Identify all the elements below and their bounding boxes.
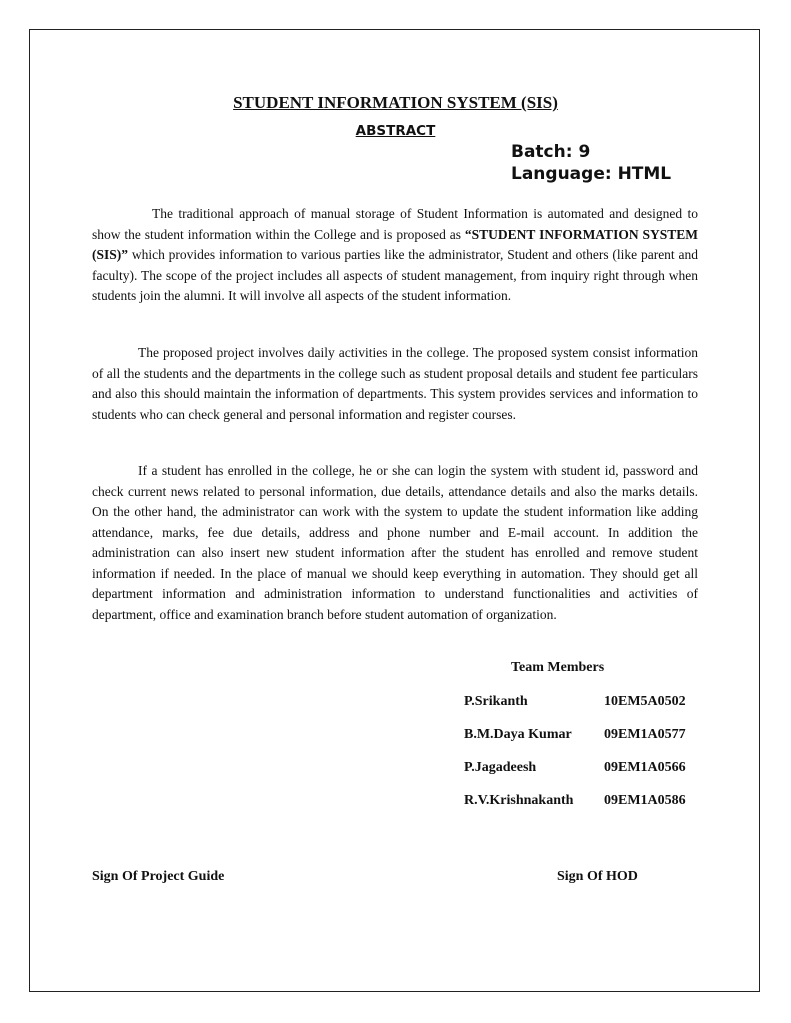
abstract-paragraph-3: If a student has enrolled in the college, he or she can login the system with student id, password and check current news related to personal information, due details, attendance details and also the marks details. On the other hand, the administrator can work with the system to update the student information like adding attendance, marks, fee due details, address and phone number and E-mail account. In addition the administration can also insert new student information after the student has enrolled and remove student information if needed. In the place of manual we should keep everything in automation. They should get all department information and administration information to understand functionalities and activities of department, office and examination branch before student automation of organization. [92,463,698,622]
language-label: Language: HTML [511,164,672,184]
paragraph-1-end: which provides information to various parties like the administrator, Student and others (like parent and faculty). The scope of the project includes all aspects of student management, from inquiry right through when students join the alumni. It will involve all aspects of the student information. [92,247,698,303]
member-name: R.V.Krishnakanth [464,793,574,808]
batch-label: Batch: 9 [511,142,591,162]
project-meta [511,141,671,185]
member-roll-number: 10EM5A0502 [604,694,686,709]
member-roll-number: 09EM1A0586 [604,793,686,808]
team-members-heading: Team Members [511,660,605,675]
hod-signature-label: Sign Of HOD [557,869,638,884]
abstract-heading: ABSTRACT [355,123,436,139]
abstract-paragraph-1 [92,204,698,307]
project-guide-signature-label: Sign Of Project Guide [92,869,225,884]
abstract-paragraph-2: The proposed project involves daily activities in the college. The proposed system consist information of all the students and the departments in the college such as student proposal details and student fee particulars and also this should maintain the information of departments. This system provides services and information to students who can check general and personal information and register courses. [92,345,698,422]
document-title: STUDENT INFORMATION SYSTEM (SIS) [233,93,558,112]
paragraph-1-system-name: “STUDENT INFORMATION SYSTEM (SIS)” [92,226,698,262]
paragraph-1-start: The traditional approach of manual storage of Student Information is automated and designed to show the student information within the College and is proposed as [92,206,698,242]
member-name: P.Jagadeesh [464,760,537,775]
member-name: B.M.Daya Kumar [464,727,572,742]
member-roll-number: 09EM1A0577 [604,727,686,742]
member-roll-number: 09EM1A0566 [604,760,686,775]
member-name: P.Srikanth [464,694,528,709]
